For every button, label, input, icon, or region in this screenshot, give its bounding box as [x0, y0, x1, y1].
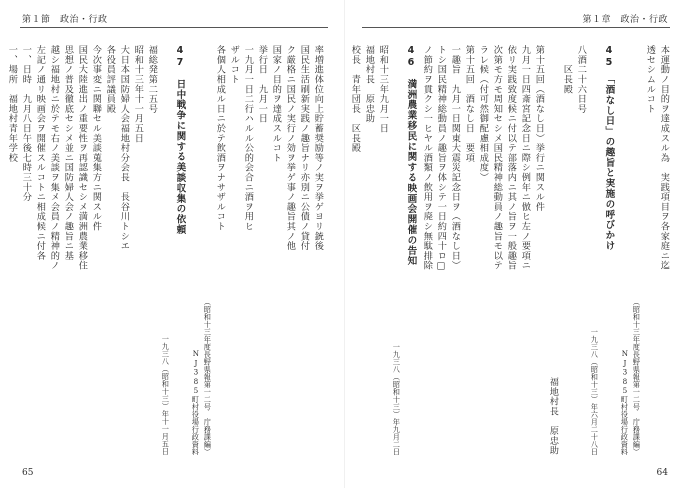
document-title: 47 日中戦争に関する美談収集の依頼	[174, 45, 186, 235]
right-page	[345, 0, 690, 488]
text-column: 今次事変ニ関聯セル美談蒐集方ニ関スル件	[90, 45, 102, 232]
text-column: 透セシムルコト	[644, 45, 656, 114]
running-header-right: 第１章 政治・行政	[582, 15, 668, 25]
document-title: 45 「酒なし日」の趣旨と実施の呼びかけ	[603, 45, 615, 251]
text-column: ノ節約ヲ貫クシ一ヒヤル酒類ノ飲用ヲ廃シ無駄排除	[421, 45, 433, 271]
text-column: 思想ノ普及徹底セシメ並ニ国防婦人会ノ趣旨ニ基	[62, 45, 74, 261]
text-column: 国家ノ目的ヲ達成スルコト	[270, 45, 282, 163]
document-date: 一九三八（昭和十三）年六月二十八日	[590, 327, 600, 455]
text-column: ザルコト	[228, 45, 240, 85]
text-column: 校長 青年団長 区長殿	[349, 45, 361, 153]
text-column: 大日本国防婦人会福地村分会長 長谷川トシエ	[118, 45, 130, 251]
source-note: （昭和十三年度長野県報第一二号 庁務課編）	[203, 297, 213, 455]
text-column: 越シ福地村ニ於テモ右ノ美談ヲ集メ会員ノ精神的ノ	[48, 45, 60, 271]
text-column: 福総発第二五号	[146, 45, 158, 114]
text-column: 一、場所 福地村青年学校	[6, 45, 18, 163]
document-date: 一九三八（昭和十三）年九月二日	[392, 342, 402, 455]
source-note: （昭和十三年度長野県報第一二号 庁務課編）	[632, 297, 642, 455]
text-column: 昭和十三年九月一日	[377, 45, 389, 134]
text-column: 国民生活刷新実践ノ趣旨ナリ亦別ニ公債ノ貸付	[298, 45, 310, 251]
text-column: 第十五回 酒なし日 要項	[463, 45, 475, 163]
text-column: ク厳格ニ国民ノ実行ノ効ヲ挙ゲ事ノ趣旨其ノ他	[284, 45, 296, 251]
page-number-left: 65	[22, 468, 34, 478]
text-column: 率増進体位向上貯蓄奨励等ノ実ヲ挙ゲヨリ銃後	[312, 45, 324, 251]
source-note: NJ385町村役場行政資料	[620, 348, 630, 455]
document-title: 46 満洲農業移民に関する映画会開催の告知	[405, 45, 417, 267]
text-column: 一趣旨 九月一日関東大震災記念日ヲ（酒なし日）	[449, 45, 461, 271]
text-column: 各役員評議員殿	[104, 45, 116, 114]
text-column: 依リ実践致度候ニ付以テ部落内ニ其ノ旨ヲ一般趣旨	[505, 45, 517, 271]
text-column: 本運動ノ目的ヲ達成スル為 実践項目ヲ各家庭ニ迄	[658, 45, 670, 271]
text-column: 八酒二十六日号	[575, 45, 587, 114]
text-column: ラレ候（付可然御配慮相成度）	[477, 45, 489, 183]
document-date: 一九三八（昭和十三）年十一月五日	[161, 335, 171, 455]
header-rule-right	[362, 27, 670, 28]
header-rule-left	[20, 27, 328, 28]
text-column: 次第モ方モ周知セシメ国民精神総動員ノ趣旨モ以テ	[491, 45, 503, 271]
text-column: 区長殿	[561, 45, 573, 94]
text-column: 第十五回（酒なし日）挙行ニ関スル件	[533, 45, 545, 212]
text-column: 一九月一日二行ハルル公的会合ニ酒ヲ用ヒ	[242, 45, 254, 232]
text-column: 昭和十三年十一月五日	[132, 45, 144, 143]
source-note: NJ385町村役場行政資料	[191, 348, 201, 455]
text-column: 各個人相成ル日ニ於テ飲酒ヲナサザルコト	[214, 45, 226, 232]
text-column: 福地村長 原忠助	[547, 376, 559, 455]
running-header-left: 第１節 政治・行政	[22, 15, 108, 25]
page-number-right: 64	[656, 468, 668, 478]
text-column: 国民大陸進出ノ重要性ヲ再認識セシメ満洲農業移住	[76, 45, 88, 271]
text-column: トシ国民精神総動員ノ趣旨ヲ体シテ一日約四十ロ□	[435, 45, 447, 273]
text-column: 一、日時 九月八日午後七時三十分	[20, 45, 32, 202]
text-column: 九月一日四斎宮記念日ニ際シ例年ニ倣ヒ左ノ要項ニ	[519, 45, 531, 271]
text-column: 福地村長 原忠助	[363, 45, 375, 124]
text-column: 左記ノ通リ映画会ヲ開催スルコトニ相成候ニ付各	[34, 45, 46, 261]
text-column: 挙行日 九月一日	[256, 45, 268, 124]
